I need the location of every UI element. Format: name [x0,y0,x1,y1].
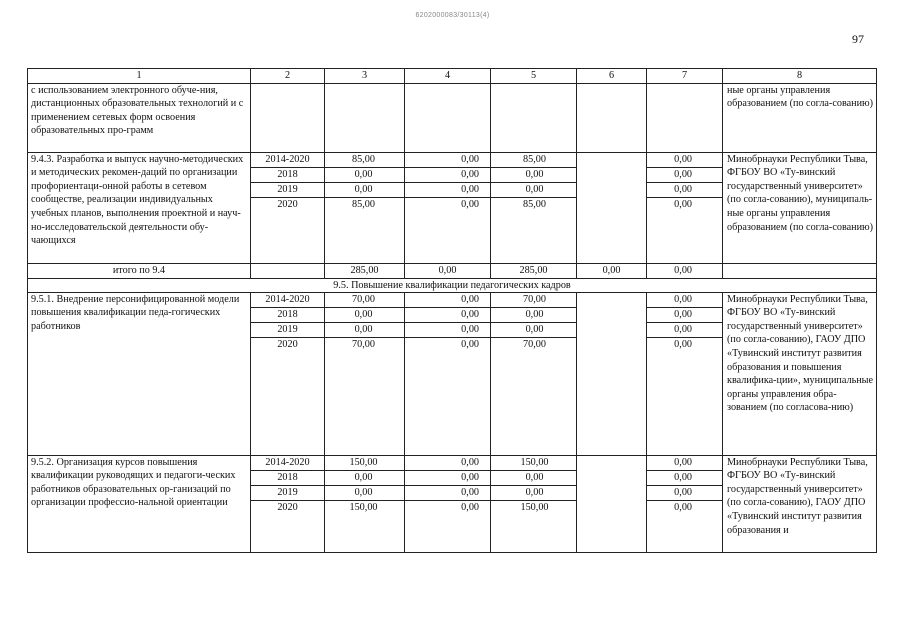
column-number: 3 [325,69,405,84]
amount-cell: 0,00 0,00 0,00 0,00 [647,152,723,263]
total-value: 285,00 [491,263,577,278]
amount-cell: 0,00 0,00 0,00 0,00 [405,292,491,455]
total-value: 0,00 [647,263,723,278]
executor-cell: Минобрнауки Республики Тыва, ФГБОУ ВО «Ту-винский государственный университет» (по согла-сованию), ГАОУ ДПО «Тувинский институт развития образования и повышения квалифика-ции», муниципальные органы управления обра-зованием (по согласова-нию) [723,292,877,455]
table-row-943 [28,152,877,263]
years-cell: 2014-2020 2018 2019 2020 [251,455,325,552]
activity-name-cell: 9.4.3. Разработка и выпуск научно-методических и методических рекомен-даций по организации профориентаци-онной работы в сетевом сообществе, реализации индивидуальных учебных планов, выполнения проектной и науч-но-исследовательской деятельности обу-чающихся [28,152,251,263]
column-number: 6 [577,69,647,84]
activity-name-cell: 9.5.1. Внедрение персонифицированной модели повышения квалификации педа-гогических работников [28,292,251,455]
years-cell: 2014-2020 2018 2019 2020 [251,152,325,263]
amount-cell: 70,00 0,00 0,00 70,00 [325,292,405,455]
amount-cell: 70,00 0,00 0,00 70,00 [491,292,577,455]
column-number: 7 [647,69,723,84]
activity-name-cell: с использованием электронного обуче-ния, дистанционных образовательных технологий и с применением сетевых форм освоения образовательных про-грамм [28,83,251,152]
column-number: 4 [405,69,491,84]
amount-cell: 0,00 0,00 0,00 0,00 [647,292,723,455]
table-row-carryover [28,83,877,152]
total-row-94 [28,263,877,278]
amount-cell: 150,00 0,00 0,00 150,00 [325,455,405,552]
total-value: 0,00 [405,263,491,278]
years-cell: 2014-2020 2018 2019 2020 [251,292,325,455]
program-activities-table [27,68,877,553]
column-number: 5 [491,69,577,84]
column-number: 8 [723,69,877,84]
column-number: 1 [28,69,251,84]
executor-cell: Минобрнауки Республики Тыва, ФГБОУ ВО «Ту-винский государственный университет» (по согла-сованию), ГАОУ ДПО «Тувинский институт развития образования и [723,455,877,552]
document-code: 6202000083/30113(4) [415,12,490,19]
column-number-row [28,69,877,84]
executor-cell: Минобрнауки Республики Тыва, ФГБОУ ВО «Ту-винский государственный университет» (по согла-сованию), муниципаль-ные органы управления образованием (по согла-сованию) [723,152,877,263]
amount-cell: 85,00 0,00 0,00 85,00 [491,152,577,263]
total-value: 0,00 [577,263,647,278]
column-number: 2 [251,69,325,84]
amount-cell: 0,00 0,00 0,00 0,00 [405,152,491,263]
total-label: итого по 9.4 [28,263,251,278]
table-row-951 [28,292,877,455]
amount-cell: 150,00 0,00 0,00 150,00 [491,455,577,552]
executor-cell: ные органы управления образованием (по согла-сованию) [723,83,877,152]
total-value: 285,00 [325,263,405,278]
amount-cell: 0,00 0,00 0,00 0,00 [405,455,491,552]
page-number: 97 [852,32,864,46]
section-heading-row [28,278,877,292]
section-heading: 9.5. Повышение квалификации педагогических кадров [28,278,877,292]
activity-name-cell: 9.5.2. Организация курсов повышения квалификации руководящих и педагоги-ческих работников образовательных ор-ганизаций по организации профессио-нальной ориентации [28,455,251,552]
table-row-952 [28,455,877,552]
amount-cell: 0,00 0,00 0,00 0,00 [647,455,723,552]
amount-cell: 85,00 0,00 0,00 85,00 [325,152,405,263]
